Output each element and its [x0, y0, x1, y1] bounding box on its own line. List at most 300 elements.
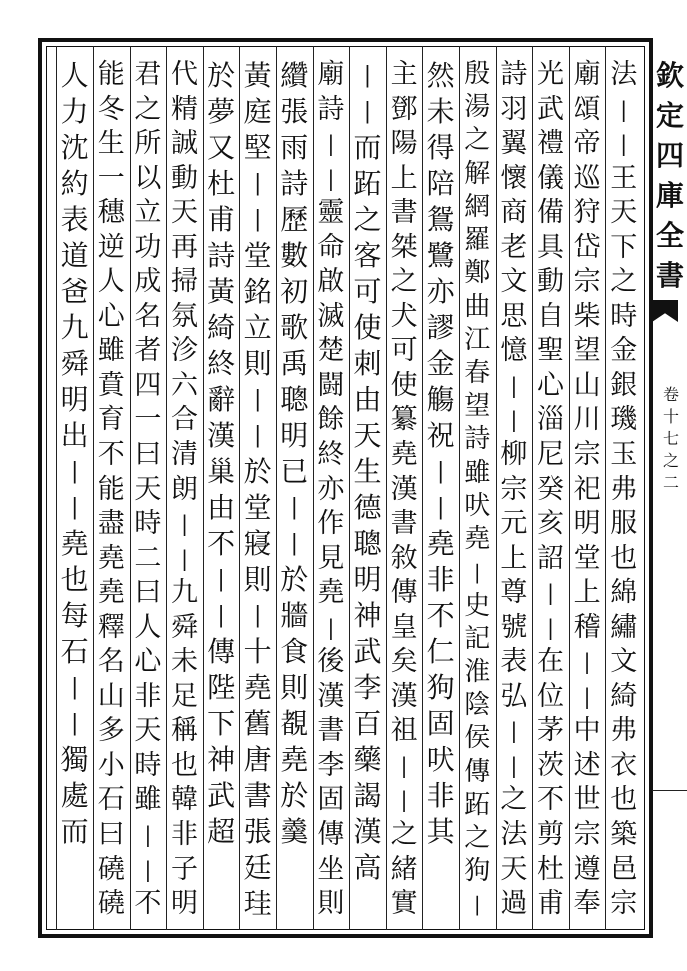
- glyph: 堂: [243, 239, 272, 272]
- margin-char: 七: [662, 429, 679, 448]
- glyph: 處: [60, 779, 89, 812]
- glyph: 立: [134, 197, 162, 229]
- glyph: 九: [60, 311, 89, 344]
- glyph: 德: [353, 491, 382, 524]
- glyph: 多: [97, 715, 125, 747]
- glyph: 獨: [60, 743, 89, 776]
- glyph: 漢: [353, 815, 382, 848]
- glyph: 觴: [426, 383, 455, 416]
- repeat-mark: |: [144, 823, 152, 848]
- glyph: 黃: [243, 59, 272, 92]
- glyph: 未: [426, 95, 455, 128]
- glyph: 終: [317, 439, 345, 471]
- glyph: 鄧: [390, 93, 418, 125]
- glyph: 文: [610, 646, 638, 678]
- repeat-mark: |: [144, 857, 152, 882]
- glyph: 也: [171, 749, 198, 781]
- glyph: 鴛: [426, 203, 455, 236]
- glyph: 堯: [60, 527, 89, 560]
- glyph: 十: [243, 635, 272, 668]
- glyph: 實: [390, 888, 418, 920]
- glyph: 具: [537, 231, 564, 263]
- glyph: 亦: [317, 473, 345, 505]
- glyph: 矣: [390, 646, 418, 678]
- glyph: 書: [243, 779, 272, 812]
- glyph: 亥: [537, 508, 564, 540]
- glyph: 滅: [317, 300, 345, 332]
- glyph: 其: [426, 815, 455, 848]
- glyph: 初: [280, 275, 309, 308]
- glyph: 詩: [280, 167, 309, 200]
- glyph: 堯: [97, 577, 125, 609]
- glyph: 弗: [610, 473, 638, 505]
- glyph: 上: [390, 162, 418, 194]
- glyph: 也: [610, 542, 638, 574]
- glyph: 則: [243, 563, 272, 596]
- glyph: 而: [353, 131, 382, 164]
- glyph: 以: [134, 162, 162, 194]
- glyph: 堯: [97, 542, 125, 574]
- glyph: 張: [243, 815, 272, 848]
- glyph: 非: [426, 563, 455, 596]
- glyph: 也: [610, 784, 638, 816]
- glyph: 世: [573, 784, 601, 816]
- repeat-mark: |: [620, 97, 628, 122]
- glyph: 一: [134, 404, 162, 436]
- margin-char: 卷: [662, 385, 679, 404]
- glyph: 客: [353, 239, 382, 272]
- glyph: 天: [353, 419, 382, 452]
- glyph: 吠: [464, 490, 491, 521]
- glyph: 冬: [97, 93, 125, 125]
- repeat-mark: |: [217, 567, 225, 592]
- repeat-mark: |: [583, 684, 591, 709]
- glyph: 陽: [390, 128, 418, 160]
- glyph: 下: [207, 707, 236, 740]
- repeat-mark: |: [510, 753, 518, 778]
- glyph: 望: [573, 335, 601, 367]
- glyph: 時: [134, 508, 162, 540]
- glyph: 邑: [610, 853, 638, 885]
- glyph: 不: [207, 527, 236, 560]
- glyph: 漢: [390, 680, 418, 712]
- glyph: 坐: [317, 853, 345, 885]
- glyph: 未: [171, 646, 198, 678]
- glyph: 見: [317, 542, 345, 574]
- glyph: 祀: [573, 473, 601, 505]
- glyph: 之: [610, 266, 638, 298]
- glyph: 聖: [537, 335, 564, 367]
- glyph: 堯: [243, 671, 272, 704]
- glyph: 光: [537, 59, 564, 90]
- glyph: 非: [426, 779, 455, 812]
- glyph: 望: [464, 391, 491, 422]
- repeat-mark: |: [400, 753, 408, 778]
- glyph: 掃: [171, 266, 198, 298]
- glyph: 詔: [537, 542, 564, 574]
- glyph: 跖: [464, 789, 491, 820]
- repeat-mark: |: [546, 615, 555, 640]
- text-column: [569, 58, 605, 922]
- glyph: 殷: [464, 59, 491, 89]
- glyph: 憶: [500, 335, 528, 367]
- glyph: 庭: [243, 95, 272, 128]
- margin-char: 庫: [656, 179, 685, 212]
- glyph: 於: [280, 563, 309, 596]
- glyph: 後: [317, 646, 345, 678]
- glyph: 春: [464, 357, 491, 388]
- glyph: 誠: [171, 128, 198, 160]
- glyph: 堯: [280, 743, 309, 776]
- glyph: 書: [317, 715, 345, 747]
- glyph: 茅: [537, 715, 564, 747]
- glyph: 堯: [464, 524, 491, 555]
- glyph: 不: [426, 599, 455, 632]
- glyph: 甫: [207, 203, 236, 236]
- glyph: 也: [60, 563, 89, 596]
- glyph: 足: [171, 680, 198, 712]
- glyph: 石: [97, 784, 125, 816]
- glyph: 餘: [317, 404, 345, 436]
- glyph: 綺: [207, 311, 236, 344]
- glyph: 武: [207, 779, 236, 812]
- glyph: 茨: [537, 749, 564, 781]
- repeat-mark: |: [290, 531, 298, 556]
- repeat-mark: |: [363, 63, 372, 88]
- glyph: 謁: [353, 779, 382, 812]
- glyph: 鷺: [426, 239, 455, 272]
- glyph: 璣: [610, 404, 638, 436]
- text-column: [533, 58, 569, 922]
- glyph: 沈: [60, 131, 89, 164]
- glyph: 力: [60, 95, 89, 128]
- glyph: 氛: [171, 300, 198, 332]
- glyph: 漢: [207, 419, 236, 452]
- glyph: 二: [134, 542, 162, 574]
- glyph: 於: [243, 455, 272, 488]
- glyph: 杜: [537, 853, 564, 885]
- glyph: 出: [60, 419, 89, 452]
- glyph: 表: [60, 203, 89, 236]
- glyph: 服: [610, 508, 638, 540]
- glyph: 下: [610, 231, 638, 263]
- glyph: 爸: [60, 275, 89, 308]
- glyph: 名: [97, 646, 125, 678]
- glyph: 黃: [207, 275, 236, 308]
- glyph: 不: [97, 439, 125, 471]
- text-column: [313, 58, 349, 922]
- glyph: 廟: [317, 59, 345, 90]
- glyph: 巡: [573, 162, 601, 194]
- glyph: 上: [573, 577, 601, 609]
- glyph: 固: [426, 707, 455, 740]
- glyph: 之: [464, 125, 491, 156]
- glyph: 天: [134, 715, 162, 747]
- glyph: 之: [134, 93, 162, 125]
- margin-char: 全: [656, 219, 685, 252]
- glyph: 舊: [243, 707, 272, 740]
- glyph: 逆: [97, 231, 125, 263]
- repeat-mark: |: [510, 408, 518, 433]
- glyph: 宗: [573, 266, 601, 298]
- glyph: 儀: [537, 162, 564, 194]
- text-column: [350, 58, 386, 886]
- glyph: 明: [171, 888, 198, 920]
- margin-char: 之: [662, 451, 679, 470]
- glyph: 祖: [390, 715, 418, 747]
- glyph: 終: [207, 347, 236, 380]
- glyph: 弗: [610, 715, 638, 747]
- glyph: 鄭: [464, 258, 491, 289]
- glyph: 穗: [97, 197, 125, 229]
- glyph: 時: [610, 300, 638, 332]
- glyph: 稽: [573, 611, 601, 643]
- glyph: 述: [573, 749, 601, 781]
- glyph: 宗: [573, 439, 601, 471]
- glyph: 陰: [464, 690, 491, 721]
- glyph: 廟: [573, 59, 601, 90]
- repeat-mark: |: [436, 495, 445, 520]
- margin-char: 二: [662, 473, 679, 492]
- glyph: 上: [500, 542, 528, 574]
- glyph: 綿: [610, 577, 638, 609]
- glyph: 張: [280, 95, 309, 128]
- glyph: 雖: [464, 457, 491, 488]
- glyph: 四: [134, 369, 162, 401]
- repeat-mark: |: [436, 459, 445, 484]
- glyph: 非: [171, 819, 198, 851]
- glyph: 詩: [500, 59, 528, 90]
- glyph: 法: [500, 819, 528, 851]
- glyph: 道: [60, 239, 89, 272]
- glyph: 癸: [537, 473, 564, 505]
- glyph: 武: [353, 635, 382, 668]
- repeat-mark: |: [253, 207, 262, 232]
- glyph: 朗: [171, 473, 198, 505]
- glyph: 王: [610, 162, 638, 194]
- glyph: 於: [207, 59, 236, 92]
- fishtail-mark: [652, 300, 678, 322]
- glyph: 纘: [280, 59, 309, 92]
- glyph: 明: [573, 508, 601, 540]
- glyph: 非: [134, 680, 162, 712]
- text-column: [93, 58, 129, 922]
- glyph: 漢: [390, 473, 418, 505]
- glyph: 岱: [573, 231, 601, 263]
- glyph: 宗: [573, 819, 601, 851]
- glyph: 功: [134, 231, 162, 263]
- glyph: 生: [97, 128, 125, 160]
- glyph: 懷: [500, 162, 528, 194]
- glyph: 磽: [97, 888, 125, 920]
- margin-book-title: [656, 56, 684, 296]
- glyph: 吠: [426, 743, 455, 776]
- glyph: 巢: [207, 455, 236, 488]
- margin-volume-label: [660, 384, 682, 494]
- glyph: 立: [243, 311, 272, 344]
- glyph: 約: [60, 167, 89, 200]
- glyph: 超: [207, 815, 236, 848]
- glyph: 由: [207, 491, 236, 524]
- glyph: 剪: [537, 819, 564, 851]
- glyph: 銀: [610, 369, 638, 401]
- text-column: [606, 58, 642, 922]
- text-column: [459, 58, 495, 922]
- glyph: 傳: [390, 577, 418, 609]
- repeat-mark: |: [253, 171, 262, 196]
- glyph: 弘: [500, 680, 528, 712]
- repeat-mark: |: [546, 581, 555, 606]
- glyph: 高: [353, 851, 382, 884]
- glyph: 成: [134, 266, 162, 298]
- glyph: 奉: [573, 888, 601, 920]
- glyph: 淮: [464, 656, 491, 687]
- glyph: 在: [537, 646, 564, 678]
- repeat-mark: |: [620, 132, 628, 157]
- glyph: 則: [243, 347, 272, 380]
- glyph: 數: [280, 239, 309, 272]
- glyph: 雨: [280, 131, 309, 164]
- glyph: 代: [171, 59, 198, 90]
- repeat-mark: |: [327, 132, 335, 157]
- glyph: 已: [280, 455, 309, 488]
- glyph: 生: [353, 455, 382, 488]
- glyph: 金: [610, 335, 638, 367]
- glyph: 韓: [171, 784, 198, 816]
- glyph: 漢: [317, 680, 345, 712]
- glyph: 堂: [573, 542, 601, 574]
- text-column: [496, 58, 532, 922]
- glyph: 尼: [537, 439, 564, 471]
- glyph: 辭: [207, 383, 236, 416]
- glyph: 牆: [280, 599, 309, 632]
- glyph: 天: [500, 853, 528, 885]
- margin-char: 十: [662, 407, 679, 426]
- glyph: 尊: [500, 577, 528, 609]
- glyph: 曰: [134, 577, 162, 609]
- glyph: 史: [464, 590, 491, 621]
- glyph: 禹: [280, 347, 309, 380]
- glyph: 詩: [464, 424, 491, 455]
- glyph: 堯: [426, 527, 455, 560]
- text-column: [276, 58, 312, 850]
- glyph: 九: [171, 577, 198, 609]
- glyph: 號: [500, 611, 528, 643]
- repeat-mark: |: [473, 560, 481, 585]
- glyph: 禮: [537, 128, 564, 160]
- glyph: 能: [97, 59, 125, 90]
- glyph: 食: [280, 635, 309, 668]
- glyph: 金: [426, 347, 455, 380]
- glyph: 傳: [207, 635, 236, 668]
- glyph: 珪: [243, 887, 272, 920]
- glyph: 中: [573, 715, 601, 747]
- glyph: 不: [537, 784, 564, 816]
- glyph: 子: [171, 853, 198, 885]
- glyph: 敘: [390, 542, 418, 574]
- glyph: 使: [390, 369, 418, 401]
- glyph: 石: [60, 635, 89, 668]
- glyph: 作: [317, 508, 345, 540]
- glyph: 之: [390, 266, 418, 298]
- text-column: [203, 58, 239, 850]
- repeat-mark: |: [253, 387, 262, 412]
- repeat-mark: |: [70, 675, 79, 700]
- glyph: 堯: [317, 577, 345, 609]
- glyph: 羅: [464, 225, 491, 256]
- glyph: 山: [97, 680, 125, 712]
- glyph: 緒: [390, 853, 418, 885]
- glyph: 陪: [426, 167, 455, 200]
- glyph: 羽: [500, 93, 528, 125]
- glyph: 雖: [97, 335, 125, 367]
- glyph: 傳: [317, 819, 345, 851]
- glyph: 過: [500, 888, 528, 920]
- repeat-mark: |: [400, 788, 408, 813]
- glyph: 心: [134, 646, 162, 678]
- glyph: 稱: [171, 715, 198, 747]
- glyph: 堅: [243, 131, 272, 164]
- glyph: 人: [60, 59, 89, 92]
- glyph: 狗: [464, 856, 491, 887]
- glyph: 時: [134, 749, 162, 781]
- glyph: 君: [134, 59, 162, 90]
- repeat-mark: |: [327, 615, 335, 640]
- glyph: 啟: [317, 266, 345, 298]
- repeat-mark: |: [363, 99, 372, 124]
- glyph: 所: [134, 128, 162, 160]
- repeat-mark: |: [70, 459, 79, 484]
- glyph: 謬: [426, 311, 455, 344]
- glyph: 人: [134, 611, 162, 643]
- glyph: 亦: [426, 275, 455, 308]
- glyph: 舜: [60, 347, 89, 380]
- glyph: 之: [353, 203, 382, 236]
- glyph: 又: [207, 131, 236, 164]
- glyph: 曰: [134, 439, 162, 471]
- glyph: 山: [573, 369, 601, 401]
- repeat-mark: |: [217, 603, 225, 628]
- glyph: 則: [317, 888, 345, 920]
- glyph: 廷: [243, 851, 272, 884]
- repeat-mark: |: [253, 423, 262, 448]
- repeat-mark: |: [70, 495, 79, 520]
- glyph: 明: [353, 563, 382, 596]
- glyph: 築: [610, 819, 638, 851]
- glyph: 宗: [500, 473, 528, 505]
- text-column: [167, 58, 203, 922]
- glyph: 命: [317, 231, 345, 263]
- repeat-mark: |: [70, 711, 79, 736]
- glyph: 六: [171, 369, 198, 401]
- glyph: 小: [97, 749, 125, 781]
- glyph: 宗: [610, 888, 638, 920]
- margin-char: 定: [656, 99, 685, 132]
- glyph: 得: [426, 131, 455, 164]
- glyph: 文: [500, 266, 528, 298]
- glyph: 名: [134, 300, 162, 332]
- glyph: 表: [500, 646, 528, 678]
- glyph: 杜: [207, 167, 236, 200]
- glyph: 由: [353, 383, 382, 416]
- glyph: 而: [60, 815, 89, 848]
- glyph: 詩: [207, 239, 236, 272]
- glyph: 人: [97, 266, 125, 298]
- glyph: 淄: [537, 404, 564, 436]
- glyph: 神: [353, 599, 382, 632]
- margin-char: 書: [656, 259, 685, 292]
- glyph: 李: [353, 671, 382, 704]
